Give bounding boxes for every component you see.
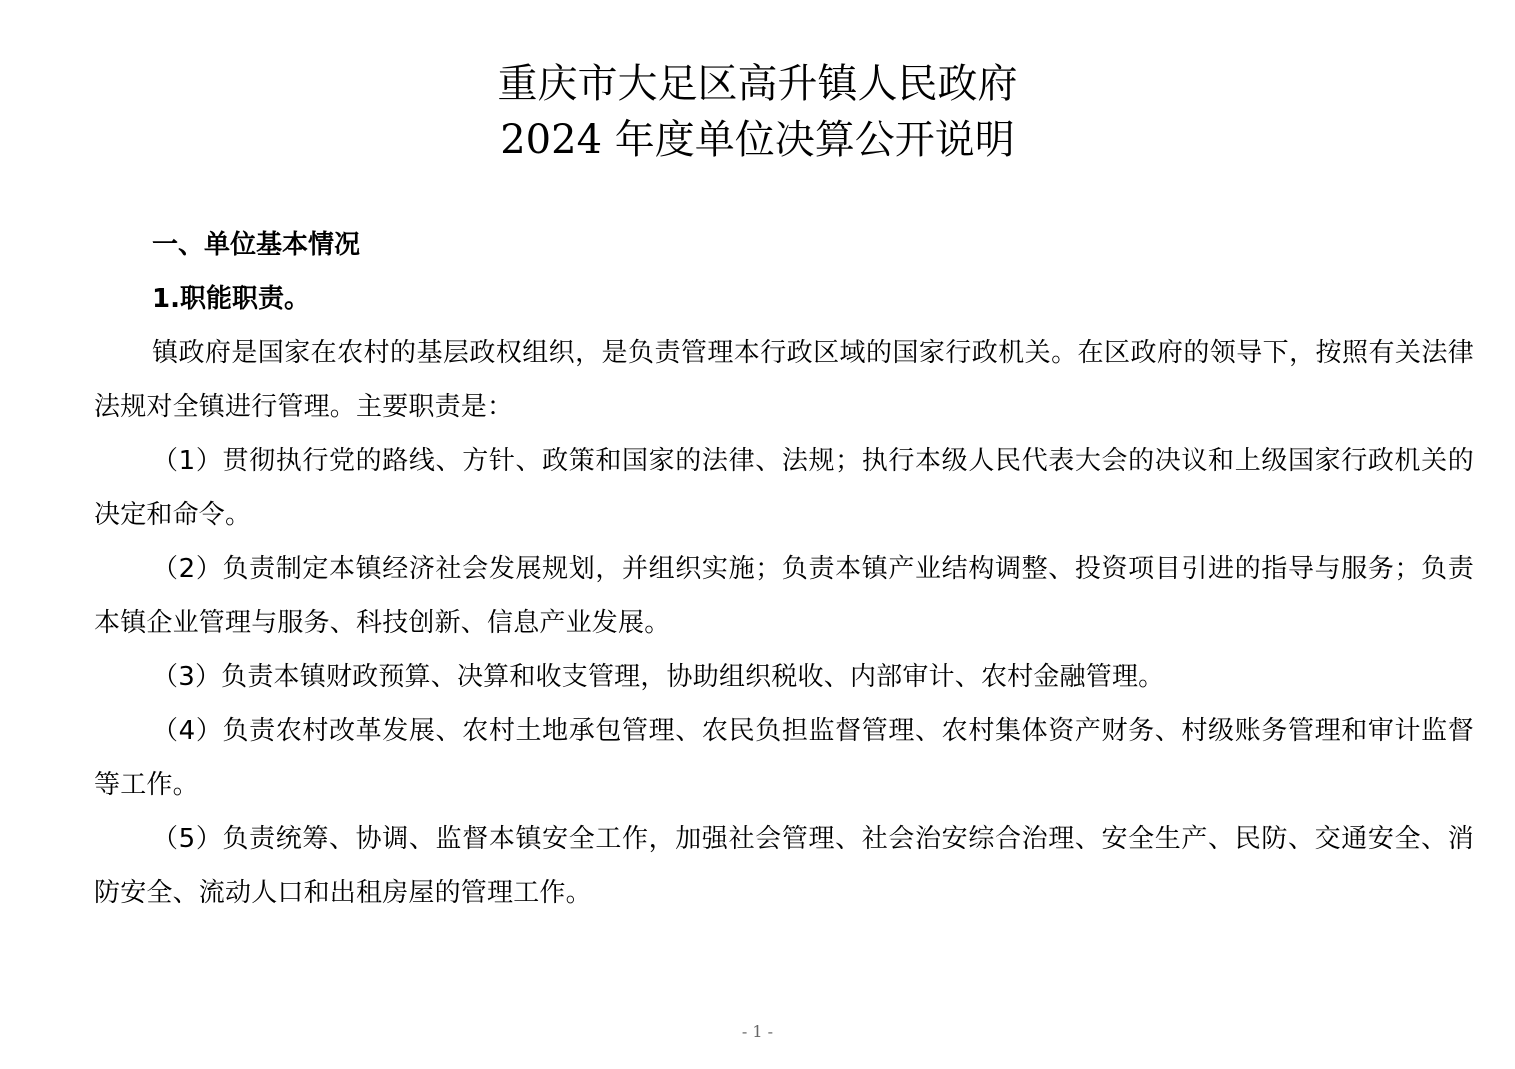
paragraph-intro: 镇政府是国家在农村的基层政权组织，是负责管理本行政区域的国家行政机关。在区政府的领导下，按照有关法律法规对全镇进行管理。主要职责是： — [94, 338, 1474, 422]
paragraph-duty-4: （4）负责农村改革发展、农村土地承包管理、农民负担监督管理、农村集体资产财务、村级账务管理和审计监督等工作。 — [94, 716, 1474, 800]
subsection-heading: 1.职能职责。 — [152, 284, 310, 314]
page-number: - 1 - — [741, 1022, 774, 1041]
paragraph-duty-5: （5）负责统筹、协调、监督本镇安全工作，加强社会管理、社会治安综合治理、安全生产、民防、交通安全、消防安全、流动人口和出租房屋的管理工作。 — [94, 824, 1474, 908]
title-line-2: 2024 年度单位决算公开说明 — [500, 117, 1015, 163]
paragraph-duty-3: （3）负责本镇财政预算、决算和收支管理，协助组织税收、内部审计、农村金融管理。 — [152, 662, 1165, 692]
paragraph-duty-2: （2）负责制定本镇经济社会发展规划，并组织实施；负责本镇产业结构调整、投资项目引进的指导与服务；负责本镇企业管理与服务、科技创新、信息产业发展。 — [94, 554, 1474, 638]
title-line-1: 重庆市大足区高升镇人民政府 — [497, 61, 1018, 107]
section-heading: 一、单位基本情况 — [152, 230, 361, 260]
document-body — [94, 218, 1474, 920]
document-title — [0, 56, 1515, 168]
paragraph-duty-1: （1）贯彻执行党的路线、方针、政策和国家的法律、法规；执行本级人民代表大会的决议和上级国家行政机关的决定和命令。 — [94, 446, 1474, 530]
